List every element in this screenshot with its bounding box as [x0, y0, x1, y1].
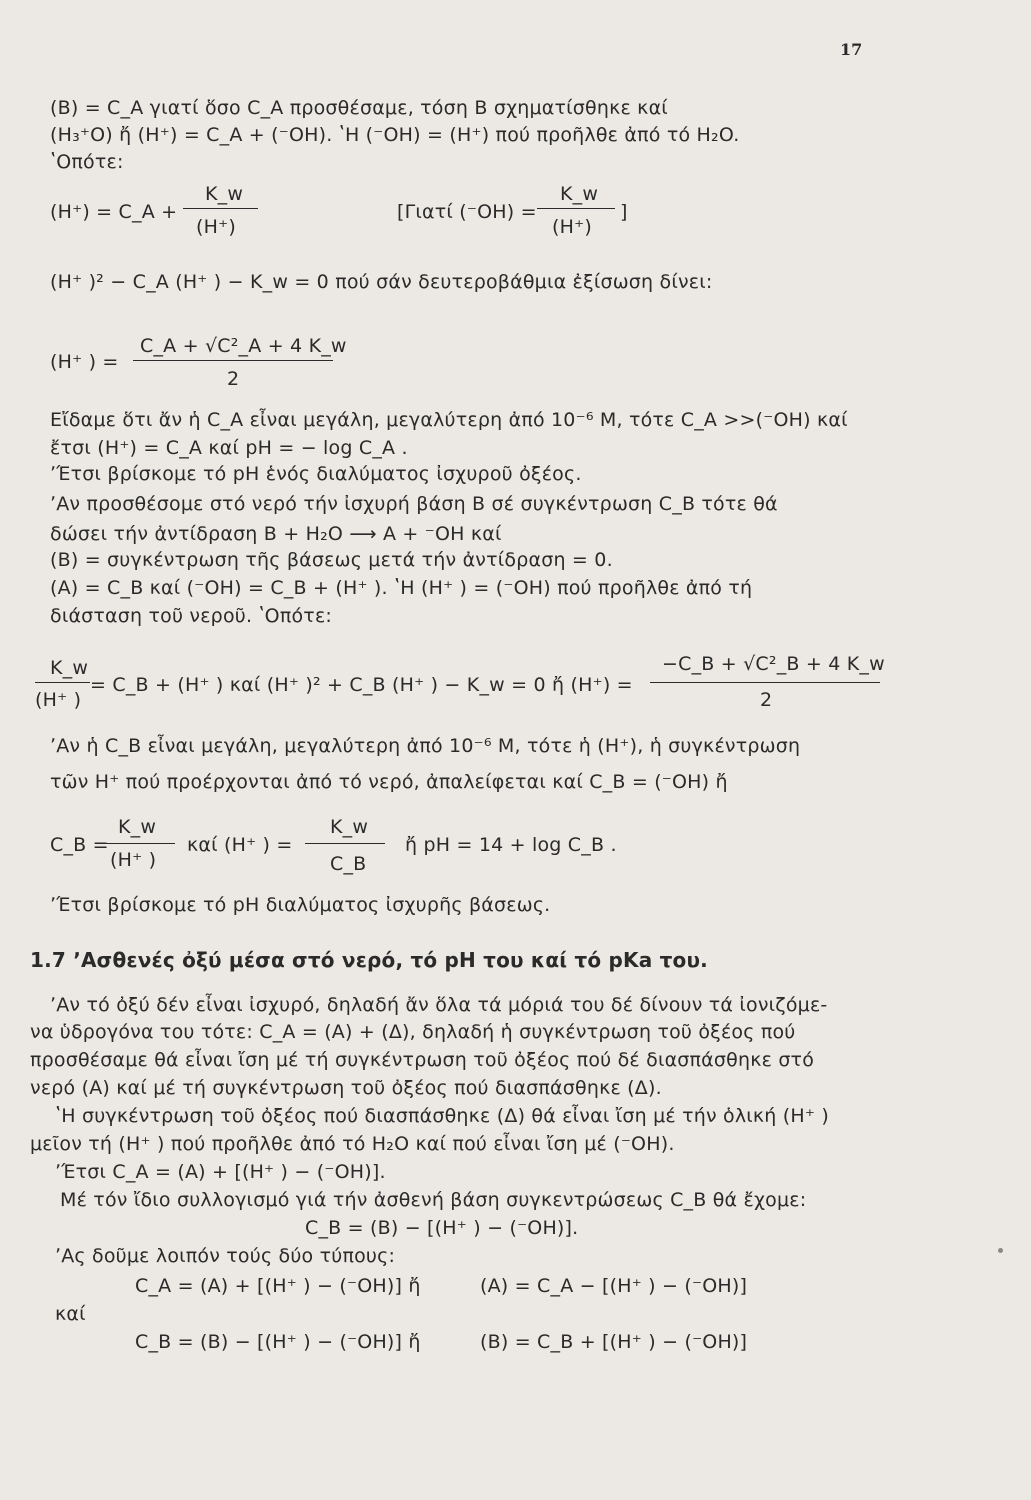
text-line: ʼΑς δοῦμε λοιπόν τούς δύο τύπους: — [55, 1245, 396, 1267]
formula-right: [Γιατί (⁻OH) = — [397, 201, 537, 223]
fraction-denominator: (H⁺ ) — [35, 689, 82, 711]
text-line: ʽH συγκέντρωση τοῦ ὀξέος πού διασπάσθηκε (Δ) θά εἶναι ἴση μέ τήν ὁλική (H⁺ ) — [55, 1105, 829, 1127]
text-line: (A) = C_B καί (⁻OH) = C_B + (H⁺ ). ʽH (H⁺ ) = (⁻OH) πού προῆλθε ἀπό τή — [50, 577, 753, 599]
equation-left: C_B = (B) − [(H⁺ ) − (⁻OH)] ἤ — [135, 1331, 421, 1353]
fraction-denominator: (H⁺) — [196, 216, 236, 238]
fraction-numerator: −C_B + √C²_B + 4 K_w — [662, 653, 885, 675]
text-line: ʼΑν τό ὀξύ δέν εἶναι ἰσχυρό, δηλαδή ἄν ὅλα τά μόριά του δέ δίνουν τά ἰονιζόμε- — [50, 994, 828, 1016]
formula-left: C_B = — [50, 834, 109, 856]
fraction-bar — [650, 682, 880, 683]
fraction-bar — [537, 208, 615, 209]
fraction-denominator: C_B — [330, 853, 367, 875]
text-line: ʽΟπότε: — [50, 151, 124, 173]
text-line: καί — [55, 1303, 86, 1325]
formula-bracket: ] — [620, 201, 628, 223]
text-line: (H⁺ )² − C_A (H⁺ ) − K_w = 0 πού σάν δευτεροβάθμια ἐξίσωση δίνει: — [50, 271, 713, 293]
fraction-numerator: K_w — [330, 816, 369, 838]
text-line: Εἴδαμε ὅτι ἄν ἡ C_A εἶναι μεγάλη, μεγαλύτερη ἀπό 10⁻⁶ M, τότε C_A >>(⁻OH) καί — [50, 409, 848, 431]
fraction-bar — [305, 843, 385, 844]
text-line: νερό (A) καί μέ τή συγκέντρωση τοῦ ὀξέος πού διασπάσθηκε (Δ). — [30, 1077, 662, 1099]
text-line: ʼΑν προσθέσομε στό νερό τήν ἰσχυρή βάση B σέ συγκέντρωση C_B τότε θά — [50, 493, 778, 515]
text-line: διάσταση τοῦ νεροῦ. ʽΟπότε: — [50, 605, 333, 627]
scan-speck — [998, 1248, 1003, 1253]
text-line: τῶν H⁺ πού προέρχονται ἀπό τό νερό, ἀπαλείφεται καί C_B = (⁻OH) ἤ — [50, 771, 728, 793]
fraction-denominator: (H⁺ ) — [110, 849, 157, 871]
page-number: 17 — [840, 40, 863, 59]
fraction-denominator: (H⁺) — [552, 216, 592, 238]
equation-right: (B) = C_B + [(H⁺ ) − (⁻OH)] — [480, 1331, 748, 1353]
fraction-numerator: K_w — [560, 183, 599, 205]
text-line: προσθέσαμε θά εἶναι ἴση μέ τή συγκέντρωση τοῦ ὀξέος πού δέ διασπάσθηκε στό — [30, 1049, 815, 1071]
fraction-denominator: 2 — [227, 368, 240, 390]
fraction-numerator: K_w — [205, 183, 244, 205]
formula-middle: = C_B + (H⁺ ) καί (H⁺ )² + C_B (H⁺ ) − K_w = 0 ἤ (H⁺) = — [90, 674, 633, 696]
formula-left: (H⁺) = C_A + — [50, 201, 178, 223]
text-line: (H₃⁺O) ἤ (H⁺) = C_A + (⁻OH). ʽH (⁻OH) = (H⁺) πού προῆλθε ἀπό τό H₂O. — [50, 124, 740, 146]
text-line: ʼΈτσι βρίσκομε τό pH διαλύματος ἰσχυρῆς βάσεως. — [50, 894, 551, 916]
text-line: ʼΈτσι C_A = (A) + [(H⁺ ) − (⁻OH)]. — [55, 1161, 386, 1183]
text-line: Μέ τόν ἴδιο συλλογισμό γιά τήν ἀσθενή βάση συγκεντρώσεως C_B θά ἔχομε: — [60, 1189, 807, 1211]
fraction-bar — [133, 360, 333, 361]
formula-right: ἤ pH = 14 + log C_B . — [405, 834, 617, 856]
fraction-denominator: 2 — [760, 689, 773, 711]
equation-left: C_A = (A) + [(H⁺ ) − (⁻OH)] ἤ — [135, 1275, 421, 1297]
fraction-numerator: K_w — [118, 816, 157, 838]
text-line: δώσει τήν ἀντίδραση B + H₂O ⟶ A + ⁻OH καί — [50, 523, 502, 545]
equation-right: (A) = C_A − [(H⁺ ) − (⁻OH)] — [480, 1275, 748, 1297]
fraction-bar — [35, 682, 90, 683]
fraction-bar — [183, 208, 258, 209]
fraction-numerator: K_w — [50, 657, 89, 679]
text-line: ʼΈτσι βρίσκομε τό pH ἑνός διαλύματος ἰσχυροῦ ὀξέος. — [50, 463, 582, 485]
text-line: να ὑδρογόνα του τότε: C_A = (A) + (Δ), δηλαδή ἡ συγκέντρωση τοῦ ὀξέος πού — [30, 1021, 796, 1043]
text-line: (B) = συγκέντρωση τῆς βάσεως μετά τήν ἀντίδραση = 0. — [50, 549, 613, 571]
text-line: ἔτσι (H⁺) = C_A καί pH = − log C_A . — [50, 437, 408, 459]
text-line: ʼΑν ἡ C_B εἶναι μεγάλη, μεγαλύτερη ἀπό 10⁻⁶ M, τότε ἡ (H⁺), ἡ συγκέντρωση — [50, 735, 801, 757]
fraction-bar — [100, 843, 175, 844]
text-line: μεῖον τή (H⁺ ) πού προῆλθε ἀπό τό H₂O καί πού εἶναι ἴση μέ (⁻OH). — [30, 1133, 675, 1155]
fraction-numerator: C_A + √C²_A + 4 K_w — [140, 335, 347, 357]
formula-left: (H⁺ ) = — [50, 351, 119, 373]
text-line: C_B = (B) − [(H⁺ ) − (⁻OH)]. — [305, 1217, 579, 1239]
section-heading: 1.7 ʼΑσθενές ὀξύ μέσα στό νερό, τό pH του καί τό pKa του. — [30, 948, 708, 972]
formula-middle: καί (H⁺ ) = — [187, 834, 293, 856]
text-line: (B) = C_A γιατί ὅσο C_A προσθέσαμε, τόση B σχηματίσθηκε καί — [50, 97, 668, 119]
